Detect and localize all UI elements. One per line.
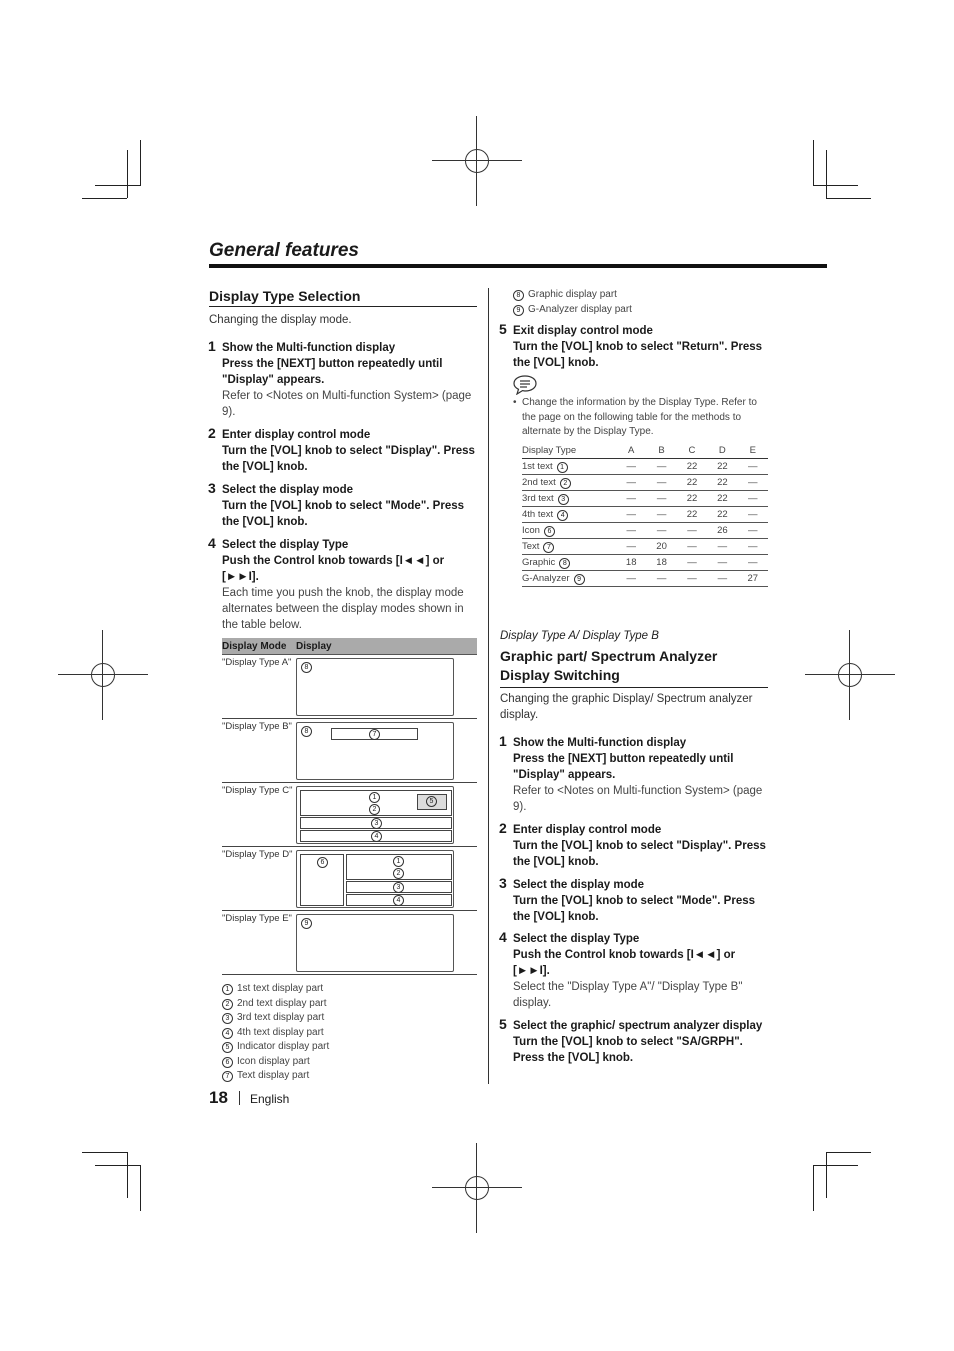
callout-number: 2 [560,478,571,489]
table-row [522,555,768,571]
display-mode-label: "Display Type E" [222,913,292,924]
crop-mark [826,1152,871,1153]
step-title: Exit display control mode [513,325,653,337]
crop-mark [95,1165,140,1166]
callout-number: 8 [513,290,524,301]
callout-number: 4 [393,895,404,906]
display-mode-table [222,638,477,975]
step-instruction: Push the Control knob towards [I◄◄] or [►►I]. [513,949,736,977]
table-cell: — [616,491,646,507]
table-header [222,638,477,655]
callout-number: 1 [557,462,568,473]
list-item [513,303,632,318]
step-note: Select the "Display Type A"/ "Display Type B" display. [513,981,743,1009]
table-cell: 22 [677,491,707,507]
table-cell: — [738,555,768,571]
step-item [499,929,769,1011]
display-diagram [296,658,454,716]
table-row [222,783,477,847]
table-cell: 18 [616,555,646,571]
crop-mark [140,1165,141,1211]
legend-text: 2nd text display part [237,997,327,1009]
step-number: 2 [208,425,216,441]
section-intro: Changing the display mode. [209,314,352,326]
crop-mark [82,1152,127,1153]
table-cell: — [616,507,646,523]
table-cell: — [616,571,646,587]
step-number: 3 [499,875,507,891]
table-cell: 27 [738,571,768,587]
callout-number: 1 [393,856,404,867]
text-display-part [346,881,452,893]
legend-list [222,982,329,1084]
step-note: Each time you push the knob, the display mode alternates between the display modes shown in the table below. [222,587,464,631]
table-cell: 22 [707,459,737,475]
callout-number: 7 [543,542,554,553]
section-heading: Graphic part/ Spectrum Analyzer Display Switching [500,647,768,688]
table-cell: — [616,475,646,491]
table-row [522,507,768,523]
display-diagram [296,786,454,844]
column-header: A [616,443,646,459]
callout-number: 8 [559,558,570,569]
step-instruction: Turn the [VOL] knob to select "Display". Press the [VOL] knob. [222,445,475,473]
table-cell: — [646,523,676,539]
callout-number: 1 [222,984,233,995]
step-instruction: Turn the [VOL] knob to select "Return". Press the [VOL] knob. [513,341,763,369]
table-cell: — [616,523,646,539]
row-label-text: 4th text [522,508,554,520]
callout-number: 9 [574,574,585,585]
table-cell: — [738,459,768,475]
table-cell: 22 [707,491,737,507]
step-title: Show the Multi-function display [513,737,687,749]
crop-mark [813,140,814,186]
row-label-text: Text [522,540,540,552]
table-cell: 20 [646,539,676,555]
title-rule [209,264,827,268]
crop-mark [127,150,128,198]
callout-number: 2 [369,804,380,815]
note-bullet: • Change the information by the Display Type. Refer to the page on the following table for the methods to alternate by the Display Type. [513,396,769,440]
list-item [222,1011,329,1026]
table-row [222,655,477,719]
crop-mark [826,198,871,199]
step-item [499,820,769,870]
text-display-part [300,817,452,829]
table-cell: — [707,539,737,555]
legend-text: Indicator display part [237,1041,330,1052]
table-cell: 26 [707,523,737,539]
row-label-text: G-Analyzer [522,572,570,584]
table-cell: 22 [707,507,737,523]
row-label [522,475,616,491]
step-instruction: Push the Control knob towards [I◄◄] or [►►I]. [222,555,445,583]
section-intro: Changing the graphic Display/ Spectrum analyzer display. [500,693,753,721]
step-number: 5 [499,1016,507,1032]
callout-number: 6 [317,857,328,868]
table-cell: — [646,507,676,523]
step-instruction: Press the [NEXT] button repeatedly until "Display" appears. [222,358,443,386]
crop-mark [813,185,858,186]
table-row [522,523,768,539]
callout-number: 3 [558,494,569,505]
table-cell: — [707,571,737,587]
column-divider [488,288,489,1084]
row-label-text: Graphic [522,556,556,568]
text-display-part [331,728,418,740]
table-row [222,719,477,783]
legend-text: Graphic display part [528,289,617,300]
callout-number: 7 [222,1071,233,1082]
text-display-part [300,830,452,842]
column-header: D [707,443,737,459]
table-cell: — [677,539,707,555]
row-label-text: Icon [522,524,540,536]
row-label-text: 1st text [522,460,553,472]
step-note: Refer to <Notes on Multi-function System> (page 9). [222,390,472,418]
footer-divider [239,1091,240,1105]
list-item [222,1069,329,1084]
table-row [522,475,768,491]
crop-mark [127,1152,128,1198]
legend-text: 3rd text display part [237,1012,325,1023]
list-item [222,1040,329,1055]
row-label [522,507,616,523]
legend-text: 1st text display part [237,983,324,994]
crop-mark [95,185,140,186]
column-header: B [646,443,676,459]
list-item [222,997,329,1012]
table-cell: — [738,507,768,523]
note-icon [513,375,537,395]
table-row [522,539,768,555]
column-header: E [738,443,768,459]
step-title: Select the display Type [513,933,640,945]
legend-text: Icon display part [237,1055,310,1067]
callout-number: 4 [557,510,568,521]
table-cell: — [738,523,768,539]
display-diagram [296,914,454,972]
callout-number: 6 [222,1057,233,1068]
callout-number: 9 [513,305,524,316]
page-title: General features [209,240,359,261]
registration-mark [432,1165,522,1211]
legend-text: G-Analyzer display part [528,303,632,315]
page-language: English [250,1092,290,1106]
registration-mark [58,652,148,698]
legend-list [513,288,632,317]
step-title: Select the graphic/ spectrum analyzer display [513,1020,763,1032]
step-item [208,425,478,475]
step-instruction: Turn the [VOL] knob to select "Mode". Press the [VOL] knob. [513,895,755,923]
callout-number: 6 [544,526,555,537]
table-cell: — [677,571,707,587]
table-cell: 18 [646,555,676,571]
indicator-display-part [417,794,447,810]
table-cell: 22 [707,475,737,491]
step-note: Refer to <Notes on Multi-function System> (page 9). [513,785,763,813]
callout-number: 8 [301,726,312,737]
sub-caption: Display Type A/ Display Type B [500,630,659,642]
legend-text: 4th text display part [237,1026,324,1038]
table-row [222,911,477,975]
step-title: Select the display mode [222,484,354,496]
table-row [522,571,768,587]
table-header [522,443,768,459]
list-item [222,1026,329,1041]
table-cell: — [646,571,676,587]
crop-mark [140,140,141,186]
table-cell: — [738,475,768,491]
registration-mark [432,138,522,184]
table-cell: — [707,555,737,571]
row-label-text: 2nd text [522,476,556,488]
text-display-part [346,854,452,880]
row-label [522,523,616,539]
callout-number: 4 [371,831,382,842]
table-cell: — [646,459,676,475]
crop-mark [813,1165,858,1166]
step-number: 1 [208,338,216,354]
section-heading: Display Type Selection [209,288,477,307]
table-row [522,459,768,475]
table-row [522,491,768,507]
table-cell: — [646,491,676,507]
table-cell: — [616,459,646,475]
icon-display-part [300,854,344,906]
text-display-part [346,894,452,906]
callout-number: 8 [301,662,312,673]
table-cell: — [677,555,707,571]
callout-number: 3 [393,882,404,893]
callout-number: 1 [369,792,380,803]
step-instruction: Press the [NEXT] button repeatedly until "Display" appears. [513,753,734,781]
column-header-display: Display [296,641,332,652]
page-number: 18 [209,1088,228,1107]
note-text: Change the information by the Display Type. Refer to the page on the following table for the methods to alternate by the Display Type. [522,397,757,437]
step-instruction: Turn the [VOL] knob to select "Display". Press the [VOL] knob. [513,840,766,868]
callout-number: 3 [371,818,382,829]
step-item [208,535,478,633]
registration-mark [805,652,895,698]
step-instruction: Turn the [VOL] knob to select "Mode". Press the [VOL] knob. [222,500,464,528]
step-title: Enter display control mode [222,429,371,441]
step-title: Enter display control mode [513,824,662,836]
callout-number: 9 [301,918,312,929]
display-mode-label: "Display Type B" [222,721,292,732]
display-mode-label: "Display Type A" [222,657,292,668]
table-cell: — [738,539,768,555]
display-mode-label: "Display Type C" [222,785,293,796]
step-number: 2 [499,820,507,836]
callout-number: 5 [426,796,437,807]
row-label [522,539,616,555]
step-item [499,875,769,925]
row-label [522,555,616,571]
callout-number: 2 [393,868,404,879]
table-cell: — [646,475,676,491]
callout-number: 4 [222,1028,233,1039]
table-cell: — [677,523,707,539]
column-header: Display Type [522,443,616,459]
callout-number: 5 [222,1042,233,1053]
step-number: 4 [499,929,507,945]
step-title: Select the display mode [513,879,645,891]
step-title: Show the Multi-function display [222,342,396,354]
row-label [522,491,616,507]
step-instruction: Turn the [VOL] knob to select "SA/GRPH". Press the [VOL] knob. [513,1036,743,1064]
callout-number: 7 [369,729,380,740]
table-cell: — [616,539,646,555]
list-item [222,982,329,997]
step-item [208,338,478,420]
table-cell: 22 [677,459,707,475]
table-cell: 22 [677,507,707,523]
crop-mark [813,1165,814,1211]
step-number: 5 [499,321,507,337]
step-number: 4 [208,535,216,551]
legend-text: Text display part [237,1070,310,1081]
list-item [513,288,632,303]
table-row [222,847,477,911]
step-number: 1 [499,733,507,749]
display-diagram [296,722,454,780]
text-display-part [300,790,452,816]
step-number: 3 [208,480,216,496]
step-title: Select the display Type [222,539,349,551]
table-cell: — [738,491,768,507]
step-item [499,733,769,815]
step-item [499,321,769,371]
table-cell: 22 [677,475,707,491]
callout-number: 2 [222,999,233,1010]
crop-mark [826,1152,827,1198]
row-label [522,571,616,587]
list-item [222,1055,329,1070]
crop-mark [82,198,127,199]
display-diagram [296,850,454,908]
column-header-mode: Display Mode [222,641,287,652]
row-label [522,459,616,475]
step-item [208,480,478,530]
step-item [499,1016,769,1066]
display-type-table [522,443,768,587]
row-label-text: 3rd text [522,492,554,504]
callout-number: 3 [222,1013,233,1024]
column-header: C [677,443,707,459]
crop-mark [826,150,827,198]
display-mode-label: "Display Type D" [222,849,293,860]
